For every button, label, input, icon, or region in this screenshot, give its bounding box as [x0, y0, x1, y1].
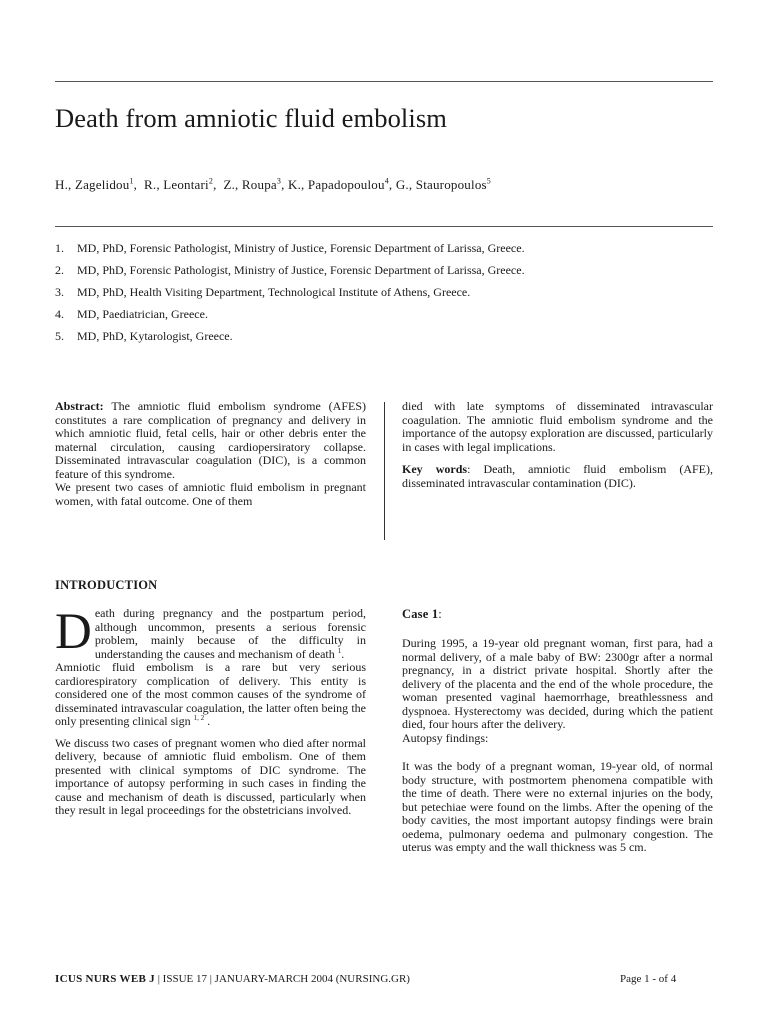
article-title: Death from amniotic fluid embolism [55, 103, 447, 133]
abstract-paragraph: We present two cases of amniotic fluid embolism in pregnant women, with fatal outcome. One of them [55, 480, 366, 508]
author-affiliation-mark: 5 [486, 176, 491, 186]
affiliation-number: 2. [55, 263, 64, 277]
author-affiliation-mark: 2 [208, 176, 214, 186]
abstract-paragraph: died with late symptoms of disseminated intravascular coagulation. The amniotic fluid embolism syndrome and the importance of the autopsy exploration are discussed, particularly in cases with legal implications. [402, 399, 713, 454]
affiliation-item [55, 262, 525, 284]
affiliation-text: MD, PhD, Forensic Pathologist, Ministry of Justice, Forensic Department of Larissa, Greece. [77, 263, 525, 277]
footer-journal-name: ICUS NURS WEB J [55, 973, 155, 985]
sentence-end: . [207, 714, 211, 728]
case1-heading [402, 607, 442, 622]
section-rule [55, 226, 713, 227]
introduction-text: Amniotic fluid embolism is a rare but very serious cardiorespiratory complication of delivery. This entity is considered one of the most common causes of the syndrome of disseminated intravascular coagulation, the latter often being the only presenting clinical sign [55, 660, 366, 728]
author-affiliation-mark: 3 [276, 176, 282, 186]
introduction-body [55, 604, 366, 818]
top-rule [55, 81, 713, 82]
author-list: H., Zagelidou$^1$, R., Leontari$^2$, Z., Roupa$^3$, K., Papadopoulou$^4$, G., Stauropoulos$^5$ [55, 176, 491, 192]
introduction-heading: INTRODUCTION [55, 578, 158, 592]
case1-heading-text: Case 1 [402, 607, 439, 621]
affiliation-number: 4. [55, 307, 64, 321]
author-name: H., Zagelidou [55, 177, 130, 192]
footer-page-number: Page 1 - of 4 [620, 973, 677, 985]
author-affiliation-mark: 1 [129, 176, 134, 186]
affiliation-text: MD, PhD, Health Visiting Department, Technological Institute of Athens, Greece. [77, 285, 471, 299]
case1-paragraph: It was the body of a pregnant woman, 19-year old, of normal body structure, with postmortem phenomena compatible with the time of death. There were no external injuries on the body, but petechiae were found on the limbs. After the opening of the body cavities, the most important autopsy findings were brain oedema, pulmonary oedema and pulmonary congestion. The uterus was empty and the wall thickness was 5 cm. [402, 759, 713, 854]
footer-journal-info [55, 973, 410, 985]
affiliation-text: MD, PhD, Forensic Pathologist, Ministry of Justice, Forensic Department of Larissa, Greece. [77, 241, 525, 255]
sentence-end: . [341, 646, 345, 661]
introduction-paragraph: We discuss two cases of pregnant women who died after normal delivery, because of amniotic fluid embolism. One of them presented with clinical symptoms of DIC syndrome. The importance of autopsy performing in such cases in finding the cause and mechanism of death is discussed, particularly when they result in legal proceedings for the obstetricians involved. [55, 735, 366, 817]
citation-ref: 1 [337, 646, 342, 655]
affiliation-item [55, 240, 525, 262]
affiliation-item [55, 306, 525, 328]
affiliation-item [55, 328, 525, 350]
introduction-paragraph [55, 604, 366, 661]
abstract-column-divider [384, 402, 385, 540]
abstract-left-column [55, 400, 366, 508]
case1-body [402, 637, 713, 855]
keywords-label: Key words [402, 462, 468, 476]
footer-issue: | ISSUE 17 | JANUARY-MARCH 2004 (NURSING.GR) [154, 973, 410, 985]
case1-paragraph: During 1995, a 19-year old pregnant woman, first para, had a normal delivery, of a male baby of BW: 2300gr after a normal pregnancy, in a district private hospital. Shortly after the delivery of the placenta and the end of the whole procedure, the woman presented vaginal haemorrhage, breathlessness and dyspnoea. Hysterectomy was decided, during which the patient died, four hours after the delivery. [402, 636, 713, 731]
abstract-label: Abstract: [55, 399, 104, 413]
keywords-text: : Death, amniotic fluid embolism (AFE), disseminated intravascular contamination (DIC). [402, 462, 713, 490]
affiliation-text: MD, Paediatrician, Greece. [77, 307, 208, 321]
author-name: Z., Roupa [223, 177, 277, 192]
introduction-paragraph [55, 661, 366, 729]
affiliation-item [55, 284, 525, 306]
author-name: R., Leontari [144, 177, 209, 192]
author-name: G., Stauropoulos [395, 177, 487, 192]
affiliation-number: 5. [55, 329, 64, 343]
case1-subheading: Autopsy findings: [402, 730, 489, 745]
affiliation-number: 1. [55, 241, 64, 255]
abstract-paragraph [55, 400, 366, 481]
affiliation-list [55, 240, 525, 350]
affiliation-text: MD, PhD, Kytarologist, Greece. [77, 329, 233, 343]
introduction-text: eath during pregnancy and the postpartum period, although uncommon, presents a serious forensic problem, mainly because of the difficulty in understanding the causes and mechanism of death [94, 606, 366, 661]
author-affiliation-mark: 4 [384, 176, 389, 186]
affiliation-number: 3. [55, 285, 64, 299]
keywords-paragraph [402, 463, 713, 490]
drop-cap: D [55, 604, 92, 660]
abstract-text: The amniotic fluid embolism syndrome (AFES) constitutes a rare complication of pregnancy and delivery in which amniotic fluid, fetal cells, hair or other debris enter the maternal circulation, causing cardiopersiratory collapse. Disseminated intravascular coagulation (DIC), is a common feature of this syndrome. [55, 399, 366, 481]
citation-ref: 1, 2 [193, 714, 205, 722]
abstract-right-column [402, 400, 713, 490]
author-name: K., Papadopoulou [287, 177, 385, 192]
case1-heading-colon: : [438, 607, 442, 621]
